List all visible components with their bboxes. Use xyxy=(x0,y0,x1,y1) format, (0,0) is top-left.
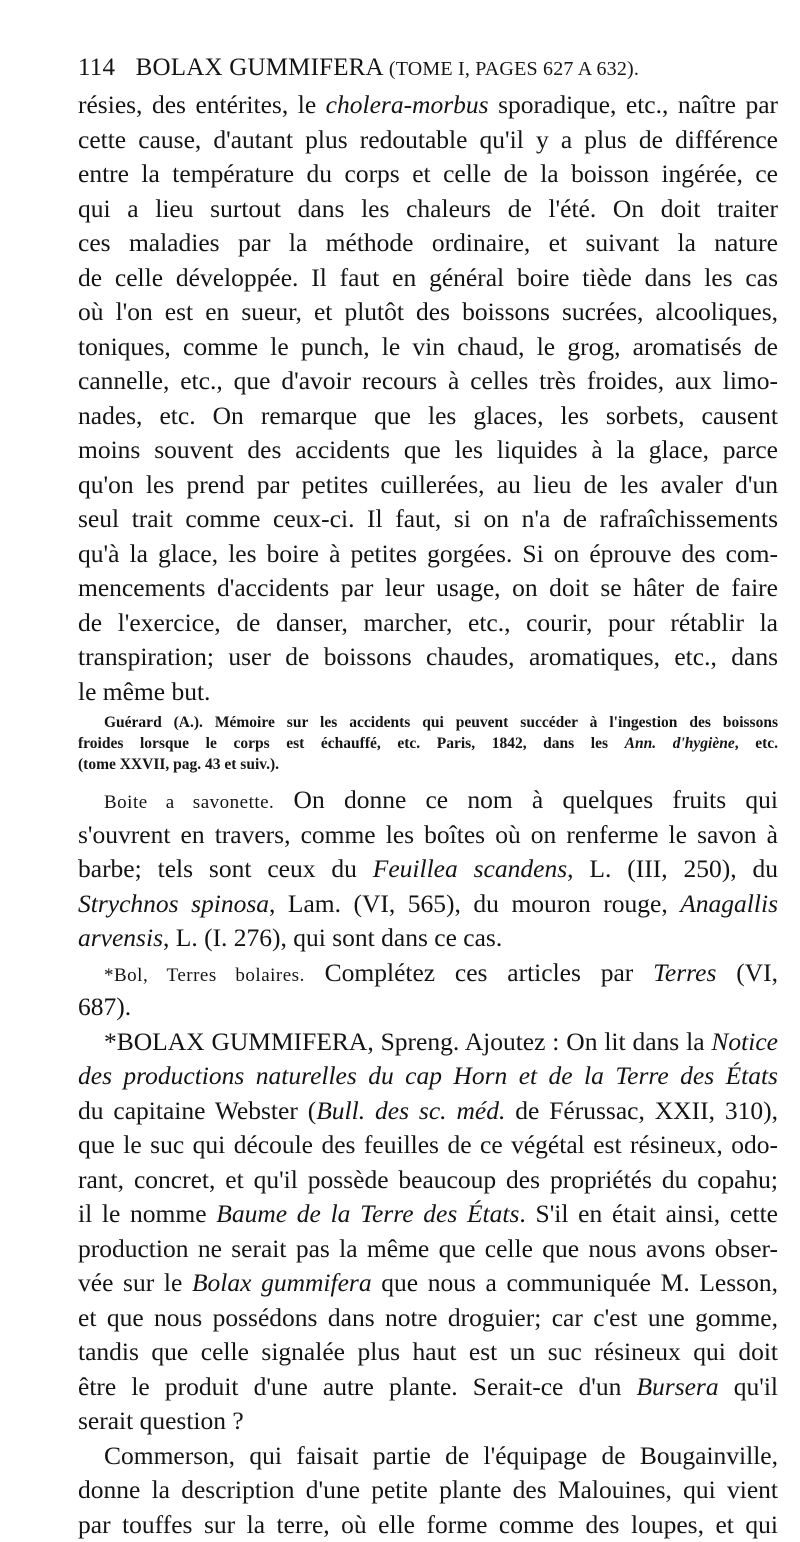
paragraph-bolax-gummifera xyxy=(78,1025,778,1439)
paragraph-cholera xyxy=(78,88,778,709)
main-text xyxy=(78,88,778,1542)
page-number: 114 xyxy=(78,54,115,81)
volume-reference: (TOME I, PAGES 627 A 632). xyxy=(389,58,639,80)
text-line: résies, des entérites, le cholera-morbus sporadique, etc., naître par xyxy=(78,88,778,123)
paragraph-commerson xyxy=(78,1439,778,1542)
text-line: qui a lieu surtout dans les chaleurs de l'été. On doit traiter xyxy=(78,192,778,227)
text-line: qu'on les prend par petites cuillerées, au lieu de les avaler d'un xyxy=(78,468,778,503)
text-line: arvensis, L. (I. 276), qui sont dans ce cas. xyxy=(78,921,778,956)
text-line: de celle développée. Il faut en général boire tiède dans les cas xyxy=(78,261,778,296)
text-line: être le produit d'une autre plante. Serait-ce d'un Bursera qu'il xyxy=(78,1370,778,1405)
text-line: moins souvent des accidents que les liquides à la glace, parce xyxy=(78,433,778,468)
text-line: nades, etc. On remarque que les glaces, les sorbets, causent xyxy=(78,399,778,434)
text-line: tandis que celle signalée plus haut est un suc résineux qui doit xyxy=(78,1335,778,1370)
text-line: cannelle, etc., que d'avoir recours à celles très froides, aux limo- xyxy=(78,364,778,399)
text-line: entre la température du corps et celle de la boisson ingérée, ce xyxy=(78,157,778,192)
text-line: barbe; tels sont ceux du Feuillea scandens, L. (III, 250), du xyxy=(78,852,778,887)
paragraph-bol xyxy=(78,956,778,1025)
text-line: toniques, comme le punch, le vin chaud, le grog, aromatisés de xyxy=(78,330,778,365)
text-line: des productions naturelles du cap Horn et de la Terre des États xyxy=(78,1059,778,1094)
running-title: BOLAX GUMMIFERA xyxy=(136,54,383,81)
text-line: serait question ? xyxy=(78,1404,778,1439)
text-line: et que nous possédons dans notre droguier; car c'est une gomme, xyxy=(78,1301,778,1336)
bibliographic-note xyxy=(78,712,778,775)
paragraph-boite-a-savonette xyxy=(78,783,778,956)
text-line: le même but. xyxy=(78,675,778,710)
text-line: Boite a savonette. On donne ce nom à quelques fruits qui xyxy=(78,783,778,818)
text-line: vée sur le Bolax gummifera que nous a communiquée M. Lesson, xyxy=(78,1266,778,1301)
entry-term: Boite a savonette. xyxy=(104,792,274,813)
entry-term: *BOLAX GUMMIFERA, xyxy=(104,1027,374,1056)
text-line: *BOLAX GUMMIFERA, Spreng. Ajoutez : On lit dans la Notice xyxy=(78,1025,778,1060)
text-line: production ne serait pas la même que celle que nous avons obser- xyxy=(78,1232,778,1267)
text-line: *Bol, Terres bolaires. Complétez ces articles par Terres (VI, xyxy=(78,956,778,991)
text-line: seul trait comme ceux-ci. Il faut, si on n'a de rafraîchissements xyxy=(78,502,778,537)
text-line: rant, concret, et qu'il possède beaucoup des propriétés du copahu; xyxy=(78,1163,778,1198)
text-line: Strychnos spinosa, Lam. (VI, 565), du mouron rouge, Anagallis xyxy=(78,887,778,922)
text-line: transpiration; user de boissons chaudes, aromatiques, etc., dans xyxy=(78,640,778,675)
running-header xyxy=(78,54,728,82)
note-line: Guérard (A.). Mémoire sur les accidents qui peuvent succéder à l'ingestion des boissons xyxy=(78,712,778,733)
text-line: cette cause, d'autant plus redoutable qu'il y a plus de différence xyxy=(78,123,778,158)
text-line: Commerson, qui faisait partie de l'équipage de Bougainville, xyxy=(78,1439,778,1474)
note-line: froides lorsque le corps est échauffé, etc. Paris, 1842, dans les Ann. d'hygiène, etc. xyxy=(78,733,778,754)
text-line: donne la description d'une petite plante des Malouines, qui vient xyxy=(78,1473,778,1508)
text-line: il le nomme Baume de la Terre des États. S'il en était ainsi, cette xyxy=(78,1197,778,1232)
text-line: ces maladies par la méthode ordinaire, et suivant la nature xyxy=(78,226,778,261)
text-line: où l'on est en sueur, et plutôt des boissons sucrées, alcooliques, xyxy=(78,295,778,330)
text-line: par touffes sur la terre, où elle forme comme des loupes, et qui xyxy=(78,1508,778,1542)
text-line: 687). xyxy=(78,990,778,1025)
text-line: du capitaine Webster (Bull. des sc. méd. de Férussac, XXII, 310), xyxy=(78,1094,778,1129)
text-line: mencements d'accidents par leur usage, on doit se hâter de faire xyxy=(78,571,778,606)
note-line: (tome XXVII, pag. 43 et suiv.). xyxy=(78,754,778,775)
text-line: que le suc qui découle des feuilles de ce végétal est résineux, odo- xyxy=(78,1128,778,1163)
text-line: de l'exercice, de danser, marcher, etc., courir, pour rétablir la xyxy=(78,606,778,641)
text-line: s'ouvrent en travers, comme les boîtes où on renferme le savon à xyxy=(78,818,778,853)
entry-term: *Bol, Terres bolaires. xyxy=(104,965,305,986)
text-line: qu'à la glace, les boire à petites gorgées. Si on éprouve des com- xyxy=(78,537,778,572)
